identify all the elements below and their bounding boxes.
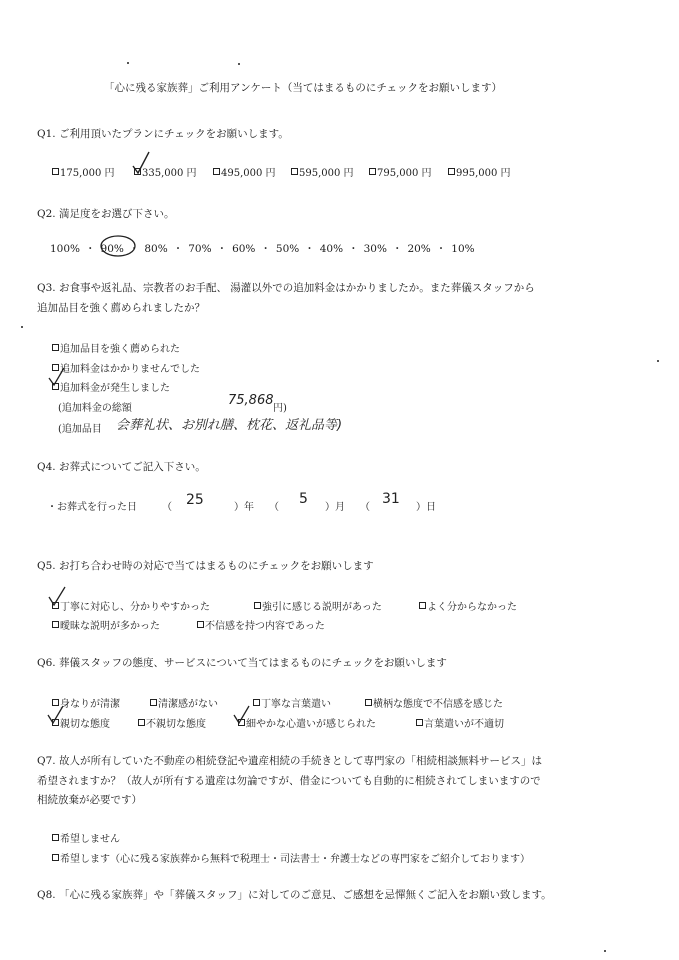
q2-option[interactable]: 70% <box>188 242 212 255</box>
scan-speck <box>127 62 129 64</box>
q7-option[interactable]: 希望します（心に残る家族葬から無料で税理士・司法書士・弁護士などの専門家をご紹介しております） <box>52 850 530 865</box>
checkbox-icon <box>448 168 455 175</box>
q2-option[interactable]: 80% <box>144 242 168 255</box>
q6-option[interactable]: 親切な態度 <box>52 715 110 730</box>
q5-question: Q5. お打ち合わせ時の対応で当てはまるものにチェックをお願いします <box>37 560 374 572</box>
checkbox-icon <box>369 168 376 175</box>
q1-question: Q1. ご利用頂いたプランにチェックをお願いします。 <box>37 128 289 140</box>
q7-question-line2: 希望されますか？（故人が所有する遺産は勿論ですが、借金についても自動的に相続されてしまいますので <box>37 775 541 787</box>
q3-items-handwritten: 会葬礼状、お別れ膳、枕花、返礼品等) <box>116 418 343 433</box>
q2-option[interactable]: 100% <box>50 242 81 255</box>
q3-amount-unit: 円) <box>273 403 287 414</box>
q2-option[interactable]: 30% <box>363 242 387 255</box>
checkbox-icon <box>150 699 157 706</box>
checkbox-icon <box>254 602 261 609</box>
q2-option[interactable]: 60% <box>232 242 256 255</box>
q3-question-line1: Q3. お食事や返礼品、宗教者のお手配、 湯灌以外での追加料金はかかりましたか。また葬儀スタッフから <box>37 282 535 294</box>
q3-amount-label: (追加料金の総額 <box>58 403 132 414</box>
q6-option[interactable]: 身なりが清潔 <box>52 695 120 710</box>
handwritten-check-icon <box>46 585 68 609</box>
q6-option[interactable]: 言葉遣いが不適切 <box>416 715 504 730</box>
q3-option[interactable]: 追加料金が発生しました <box>52 379 170 394</box>
checkbox-icon <box>52 834 59 841</box>
q5-option[interactable]: 曖昧な説明が多かった <box>52 617 160 632</box>
q1-option[interactable]: 335,000 円 <box>134 164 197 179</box>
handwritten-check-icon <box>46 704 66 726</box>
checkbox-icon <box>416 719 423 726</box>
q7-question-line3: 相続放棄が必要です） <box>37 794 142 806</box>
q2-option[interactable]: 50% <box>275 242 300 255</box>
handwritten-check-icon <box>47 366 67 388</box>
scan-speck <box>604 950 606 952</box>
checkbox-icon <box>291 168 298 175</box>
q5-option[interactable]: 丁寧に対応し、分かりやすかった <box>52 598 210 613</box>
q6-option[interactable]: 丁寧な言葉遣い <box>253 695 331 710</box>
q4-year-open: （ <box>162 502 172 513</box>
q6-option[interactable]: 横柄な態度で不信感を感じた <box>365 695 503 710</box>
handwritten-check-icon <box>130 150 152 176</box>
q1-option[interactable]: 795,000 円 <box>369 164 432 179</box>
handwritten-check-icon <box>232 704 252 726</box>
checkbox-icon <box>52 344 59 351</box>
q8-question: Q8. 「心に残る家族葬」や「葬儀スタッフ」に対してのご意見、ご感想を忌憚無くご記入をお願い致します。 <box>37 889 552 901</box>
checkbox-icon <box>419 602 426 609</box>
q1-option[interactable]: 995,000 円 <box>448 164 511 179</box>
q2-option[interactable]: 20% <box>407 242 431 255</box>
checkbox-icon <box>52 854 59 861</box>
q3-option[interactable]: 追加料金はかかりませんでした <box>52 360 200 375</box>
checkbox-icon <box>52 621 59 628</box>
q2-option[interactable]: 40% <box>319 242 344 255</box>
scan-speck <box>238 63 240 65</box>
q3-option[interactable]: 追加品目を強く薦められた <box>52 340 180 355</box>
q5-option[interactable]: よく分からなかった <box>419 598 517 613</box>
q3-items-label: (追加品目 <box>58 424 102 435</box>
q6-option[interactable]: 細やかな心遣いが感じられた <box>238 715 376 730</box>
q6-question: Q6. 葬儀スタッフの態度、サービスについて当てはまるものにチェックをお願いします <box>37 657 447 669</box>
q4-month-open: （ <box>269 502 279 513</box>
q4-month-handwritten: 5 <box>299 491 308 507</box>
checkbox-icon <box>213 168 220 175</box>
survey-title: 「心に残る家族葬」ご利用アンケート（当てはまるものにチェックをお願いします） <box>104 82 503 94</box>
q2-question: Q2. 満足度をお選び下さい。 <box>37 208 175 220</box>
checkbox-icon <box>253 699 260 706</box>
handwritten-circle-icon <box>98 233 138 259</box>
checkbox-icon <box>197 621 204 628</box>
q4-month-unit: ）月 <box>325 502 345 513</box>
checkbox-icon <box>365 699 372 706</box>
q4-day-unit: ）日 <box>416 502 436 513</box>
scan-speck <box>21 326 23 328</box>
q3-question-line2: 追加品目を強く薦められましたか？ <box>37 302 205 314</box>
q1-option[interactable]: 595,000 円 <box>291 164 354 179</box>
q1-option[interactable]: 175,000 円 <box>52 164 115 179</box>
q6-option[interactable]: 清潔感がない <box>150 695 218 710</box>
q7-question-line1: Q7. 故人が所有していた不動産の相続登記や遺産相続の手続きとして専門家の「相続相談無料サービス」は <box>37 755 542 767</box>
q2-option-selected[interactable]: 90% <box>100 242 124 255</box>
q4-day-handwritten: 31 <box>382 491 400 507</box>
q4-year-unit: ）年 <box>234 502 254 513</box>
q2-option[interactable]: 10% <box>451 242 475 255</box>
q2-scale: 100% ・ 90% ・ 80% ・ 70% ・ 60% ・ 50% ・ 40% ・ 30% ・ 20% ・ 10% <box>50 242 475 255</box>
checkbox-icon <box>52 168 59 175</box>
q3-amount-handwritten: 75,868 <box>228 393 274 408</box>
q7-option[interactable]: 希望しません <box>52 830 120 845</box>
q4-year-handwritten: 25 <box>186 492 204 508</box>
q5-option[interactable]: 不信感を持つ内容であった <box>197 617 325 632</box>
q5-option[interactable]: 強引に感じる説明があった <box>254 598 382 613</box>
scan-speck <box>657 360 659 362</box>
q4-date-label: ・お葬式を行った日 <box>47 502 137 513</box>
q6-option[interactable]: 不親切な態度 <box>138 715 206 730</box>
q1-option[interactable]: 495,000 円 <box>213 164 276 179</box>
q4-question: Q4. お葬式についてご記入下さい。 <box>37 461 206 473</box>
q4-day-open: （ <box>360 502 370 513</box>
checkbox-icon <box>138 719 145 726</box>
